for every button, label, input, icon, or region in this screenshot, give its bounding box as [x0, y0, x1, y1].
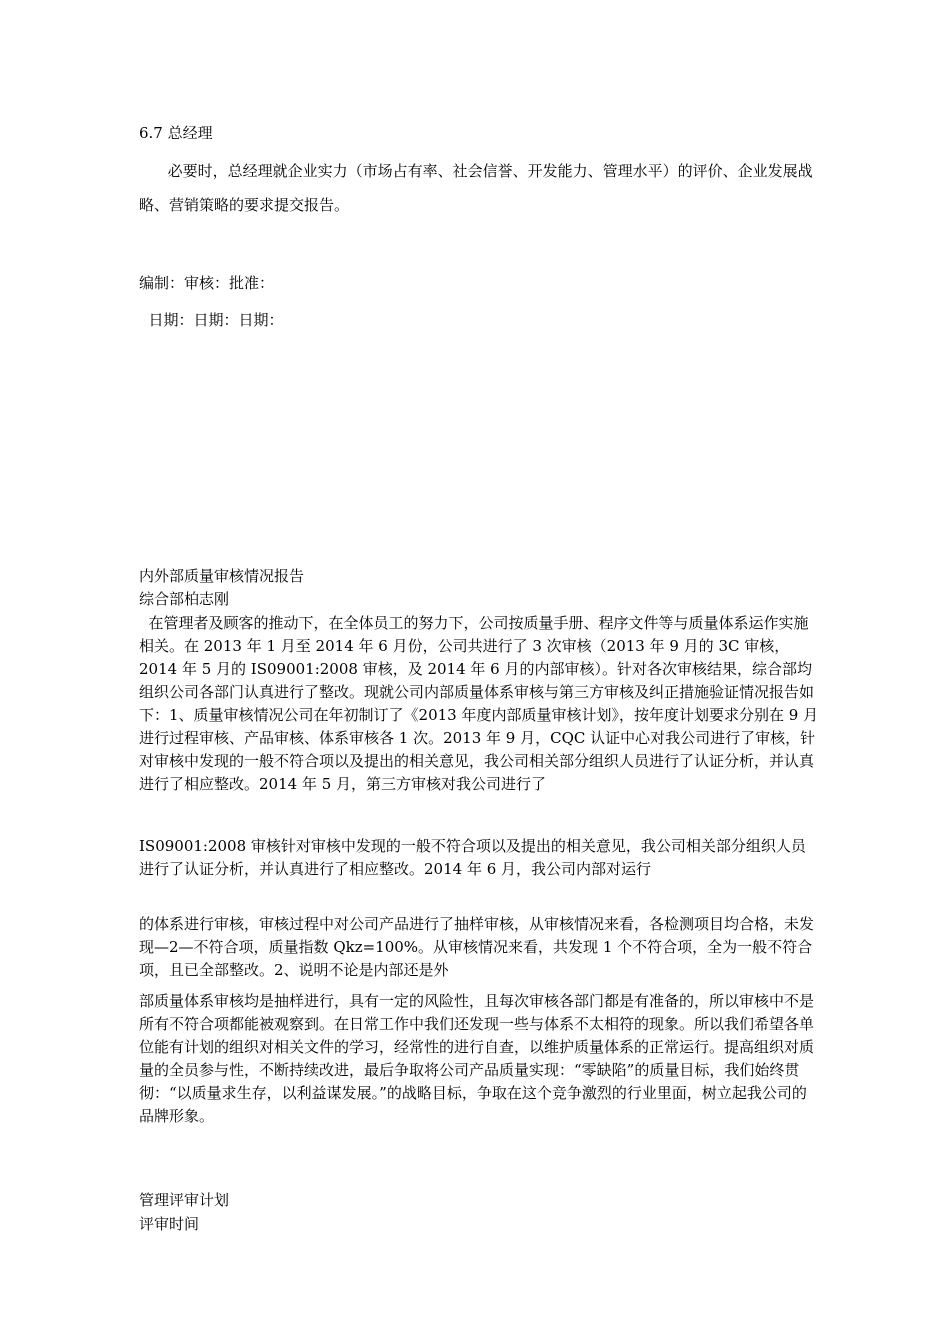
report-paragraph-3: 的体系进行审核，审核过程中对公司产品进行了抽样审核，从审核情况来看，各检测项目均合格，未发现—2—不符合项，质量指数 Qkz=100%。从审核情况来看，共发现 1 个不符合项，全为一般不符合项，且已全部整改。2、说明不论是内部还是外: [139, 915, 815, 979]
report-title: 内外部质量审核情况报告: [139, 567, 305, 585]
report-paragraph-2: IS09001:2008 审核针对审核中发现的一般不符合项以及提出的相关意见，我公司相关部分组织人员进行了认证分析，并认真进行了相应整改。2014 年 6 月，我公司内部对运行: [139, 837, 806, 878]
section-paragraph: 必要时，总经理就企业实力（市场占有率、社会信誉、开发能力、管理水平）的评价、企业发展战略、营销策略的要求提交报告。: [139, 162, 813, 214]
section-heading: 6.7 总经理: [139, 124, 213, 142]
plan-subtitle: 评审时间: [139, 1215, 200, 1233]
plan-title: 管理评审计划: [139, 1191, 230, 1209]
signature-line-2: 日期：日期：日期：: [139, 311, 284, 329]
report-author: 综合部柏志刚: [139, 590, 230, 608]
report-paragraph-1: 在管理者及顾客的推动下，在全体员工的努力下，公司按质量手册、程序文件等与质量体系运作实施相关。在 2013 年 1 月至 2014 年 6 月份，公司共进行了 3 次审核（2013 年 9 月的 3C 审核，2014 年 5 月的 IS09001:2008 审核，及 2014 年 6 月的内部审核）。针对各次审核结果，综合部均组织公司各部门认真进行了整改。现就公司内部质量体系审核与第三方审核及纠正措施验证情况报告如下：1、质量审核情况公司在年初制订了《2013 年度内部质量审核计划》，按年度计划要求分别在 9 月进行过程审核、产品审核、体系审核各 1 次。2013 年 9 月，CQC 认证中心对我公司进行了审核，针对审核中发现的一般不符合项以及提出的相关意见，我公司相关部分组织人员进行了认证分析，并认真进行了相应整改。2014 年 5 月，第三方审核对我公司进行了: [139, 614, 819, 793]
signature-line-1: 编制：审核：批准：: [139, 274, 275, 292]
report-paragraph-4: 部质量体系审核均是抽样进行，具有一定的风险性，且每次审核各部门都是有准备的，所以审核中不是所有不符合项都能被观察到。在日常工作中我们还发现一些与体系不太相符的现象。所以我们希望各单位能有计划的组织对相关文件的学习，经常性的进行自查，以维护质量体系的正常运行。提高组织对质量的全员参与性，不断持续改进，最后争取将公司产品质量实现：“零缺陷”的质量目标，我们始终贯彻：“以质量求生存，以利益谋发展。”的战略目标，争取在这个竞争激烈的行业里面，树立起我公司的品牌形象。: [139, 992, 815, 1125]
